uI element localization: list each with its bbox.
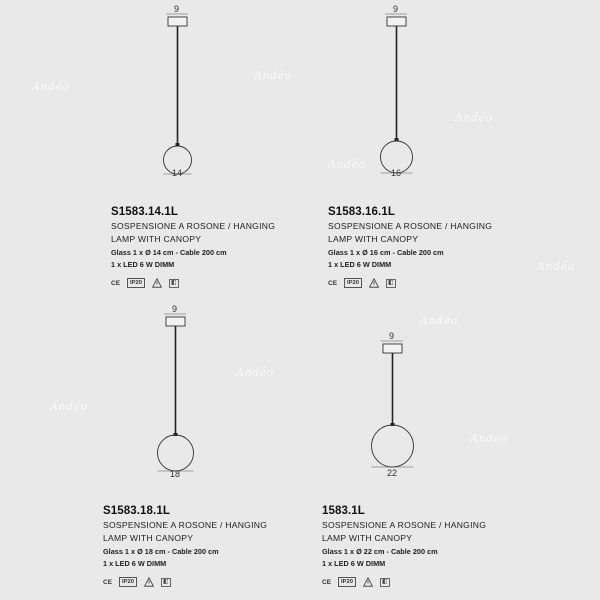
watermark: Andéo [254,69,292,82]
globe-dimension: 14 [172,168,183,178]
ip-rating-icon: IP20 [127,278,145,288]
dimmable-icon: ◧ [170,279,177,286]
ce-mark-icon: CE [111,279,121,287]
ce-mark-icon: CE [322,578,332,586]
warning-triangle-icon [363,577,373,587]
ce-mark-icon: CE [103,578,113,586]
watermark: Andéo [50,400,88,413]
product-code: S1583.18.1L [103,505,170,517]
dimmable-icon: ◧ [162,578,169,585]
product-description: LAMP WITH CANOPY [103,532,194,543]
product-description: LAMP WITH CANOPY [328,233,419,244]
dimmable-icon: ◧ [387,279,394,286]
watermark: Andéo [328,158,366,171]
canopy [383,344,402,353]
product-description: SOSPENSIONE A ROSONE / HANGING [322,520,487,530]
led-spec: 1 x LED 6 W DIMM [322,559,386,568]
glass-cable-spec: Glass 1 x Ø 16 cm - Cable 200 cm [328,248,444,257]
canopy-dimension: 9 [174,4,180,14]
cert-icons [322,576,552,588]
watermark: Andéo [455,111,493,124]
glass-globe [372,425,414,467]
product-code: S1583.16.1L [328,206,395,218]
globe-dimension: 16 [391,168,402,178]
globe-dimension: 22 [387,468,398,478]
watermark: Andéo [470,432,508,445]
ip-rating-icon: IP20 [338,577,356,587]
ip-rating-icon: IP20 [344,278,362,288]
ip-rating-icon: IP20 [119,577,137,587]
product-code: S1583.14.1L [111,206,178,218]
glass-cable-spec: Glass 1 x Ø 18 cm - Cable 200 cm [103,547,219,556]
glass-cable-spec: Glass 1 x Ø 22 cm - Cable 200 cm [322,547,438,556]
product-description: SOSPENSIONE A ROSONE / HANGING [111,221,276,231]
canopy-dimension: 9 [172,304,178,314]
canopy-dimension: 9 [389,331,395,341]
dimmable-icon: ◧ [381,578,388,585]
product-description: LAMP WITH CANOPY [111,233,202,244]
globe-dimension: 18 [170,469,181,479]
glass-cable-spec: Glass 1 x Ø 14 cm - Cable 200 cm [111,248,227,257]
canopy-dimension: 9 [393,4,399,14]
product-description: SOSPENSIONE A ROSONE / HANGING [103,520,268,530]
led-spec: 1 x LED 6 W DIMM [103,559,167,568]
ce-mark-icon: CE [328,279,338,287]
led-spec: 1 x LED 6 W DIMM [328,260,392,269]
watermark: Andéo [420,314,458,327]
product-description: LAMP WITH CANOPY [322,532,413,543]
product-spec [322,505,552,588]
watermark: Andéo [32,80,70,93]
watermark: Andéo [537,260,575,273]
product-description: SOSPENSIONE A ROSONE / HANGING [328,221,493,231]
product-code: 1583.1L [322,505,365,517]
watermark: Andéo [236,366,274,379]
led-spec: 1 x LED 6 W DIMM [111,260,175,269]
